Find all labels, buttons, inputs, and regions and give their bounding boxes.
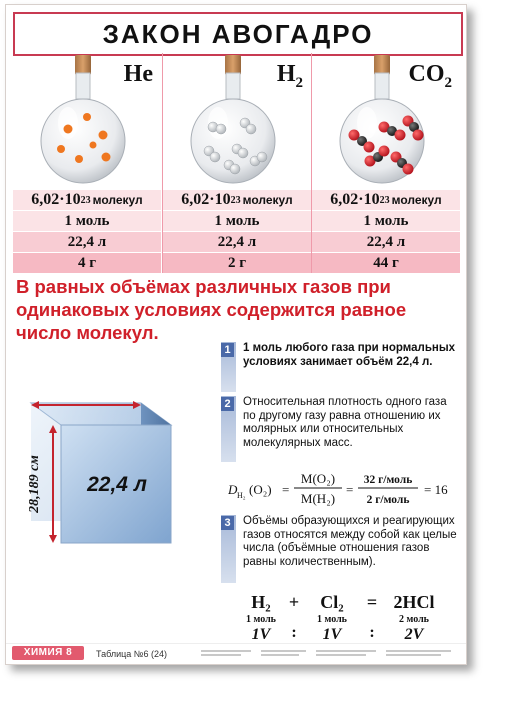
fact-text: 1 моль любого газа при нормальных условиях занимает объём 22,4 л. [243,342,456,368]
law-statement: В равных объёмах различных газов при одинаковых условиях содержится равное число молекул. [16,276,407,343]
gas-data-rows [312,190,460,274]
subject-badge: ХИМИЯ 8 [12,646,84,660]
density-result: = 16 [424,482,448,497]
mole-amount: 1 моль [312,211,460,232]
flasks-table [13,53,463,273]
gas-data-rows [13,190,161,274]
molecule-count: 6,02·10 23 молекул [163,190,311,211]
reactant-2-moles: 1 моль [317,614,347,625]
gas-mass: 44 г [312,253,460,274]
ratio-separator-1: : [291,624,297,641]
reactant-1-formula: H₂ [251,592,271,612]
relative-density-formula [228,467,467,511]
fact-3 [221,515,461,583]
reactant-1-volume: 1V [251,626,271,643]
page-title: ЗАКОН АВОГАДРО [102,18,374,49]
density-subscript: H₂ [237,491,246,500]
plus-sign: + [288,592,300,612]
fact-number: 1 [221,343,234,357]
reactant-2-volume: 1V [322,626,342,643]
product-moles: 2 моль [399,614,429,625]
reactant-1-moles: 1 моль [246,614,276,625]
gas-formula: $H_2$ [276,61,303,91]
fact-number: 3 [221,516,234,530]
gas-mass: 4 г [13,253,161,274]
gas-volume: 22,4 л [312,232,460,253]
fact-text: Объёмы образующихся и реагирующих газов относятся между собой как целые числа (объёмные отношения газов равны количественным). [243,515,457,568]
gas-mass: 2 г [163,253,311,274]
molar-mass-numerator: M(O₂) [300,471,336,486]
fact-2 [221,396,461,462]
gas-column-h2 [162,53,311,273]
value-numerator: 32 г/моль [363,474,413,486]
publisher-fine-print [201,650,456,658]
fact-number: 2 [221,397,234,411]
product-volume: 2V [404,626,424,643]
gas-volume: 22,4 л [163,232,311,253]
density-argument: (O₂) [249,482,272,497]
reactant-2-formula: Cl₂ [320,592,344,612]
mole-amount: 1 моль [163,211,311,232]
equals-sign: = [366,592,378,612]
gas-formula: $CO_2$ [408,61,452,91]
molar-mass-denominator: M(H₂) [300,491,336,506]
fact-text: Относительная плотность одного газа по другому газу равна отношению их молярных или относительных молекулярных масс. [243,396,447,449]
molecule-count: 6,02·10 23 молекул [312,190,460,211]
volume-cube [23,393,213,568]
density-equals: = [282,482,290,497]
poster [5,4,467,665]
mole-amount: 1 моль [13,211,161,232]
table-number: Таблица №6 (24) [96,649,167,659]
ratio-separator-2: : [369,624,375,641]
fact-1 [221,342,461,392]
product-formula: 2HCl [393,592,435,612]
value-denominator: 2 г/моль [366,494,410,506]
density-symbol: D [228,482,238,497]
title-bar [13,12,463,56]
gas-column-he [13,53,161,273]
gas-formula: He [123,61,153,87]
gas-column-co2 [311,53,460,273]
density-equals-2: = [346,482,354,497]
reaction-equation [244,591,464,643]
cube-volume-label: 22,4 л [87,473,147,496]
gas-volume: 22,4 л [13,232,161,253]
cube-edge-label: 28,189 см [27,455,42,513]
molecule-count: 6,02·10 23 молекул [13,190,161,211]
footer [6,643,466,664]
gas-data-rows [163,190,311,274]
